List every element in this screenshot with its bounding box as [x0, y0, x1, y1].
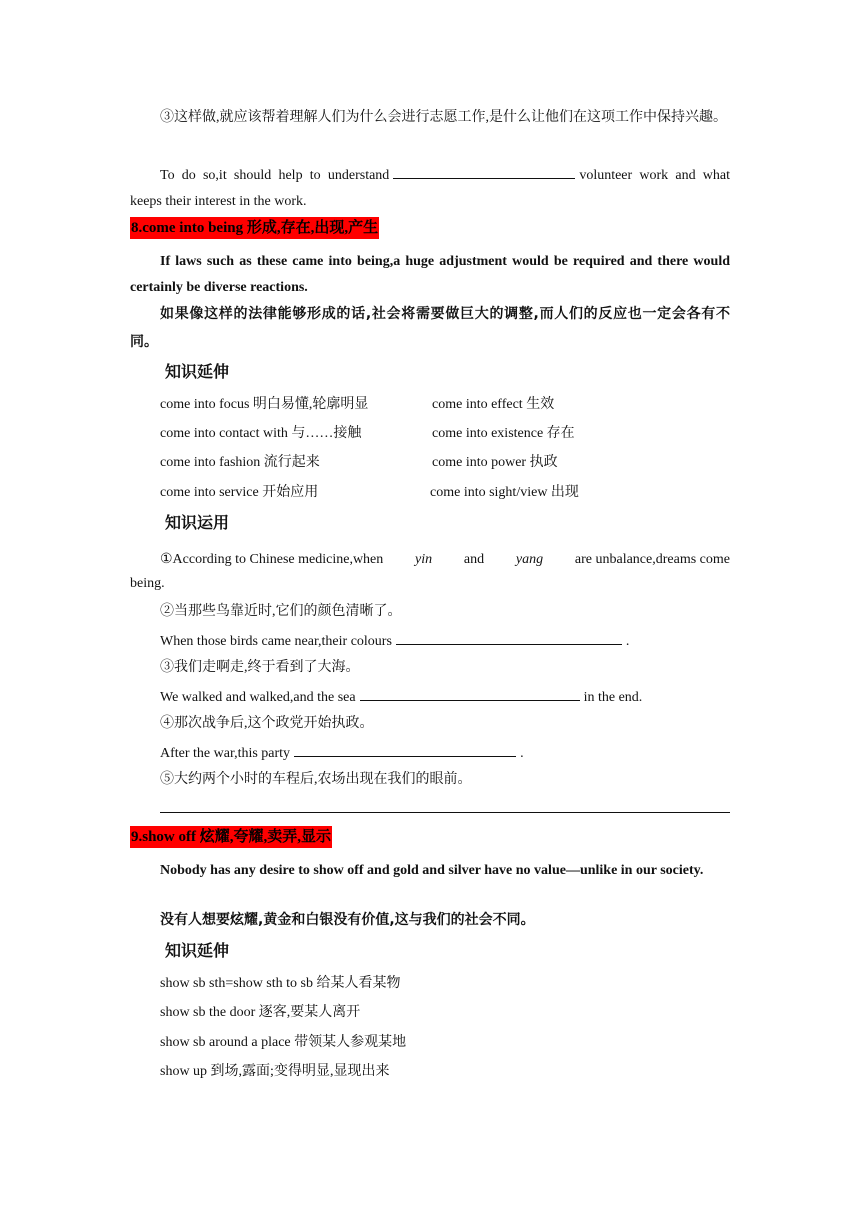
u3-chinese: ③我们走啊走,终于看到了大海。	[160, 660, 360, 675]
s8-ext-row	[160, 424, 730, 444]
u3-english-text: We walked and walked,and the sea	[160, 690, 356, 705]
u2-english	[160, 630, 730, 652]
s9-example-chinese: 没有人想要炫耀,黄金和白银没有价值,这与我们的社会不同。	[160, 912, 535, 928]
u4-english	[160, 742, 730, 764]
s8-ext-row	[160, 453, 730, 473]
ext-item: come into fashion 流行起来	[160, 455, 320, 470]
answer-blank[interactable]	[294, 742, 516, 757]
s8-ext-row	[160, 483, 730, 503]
ext-item: come into existence 存在	[432, 426, 575, 441]
s9-extension-title: 知识延伸	[165, 941, 230, 960]
answer-blank[interactable]	[393, 164, 575, 179]
s8-example-chinese: 如果像这样的法律能够形成的话,社会将需要做巨大的调整,而人们的反应也一定会各有不同。	[130, 306, 730, 350]
ext-item: come into focus 明白易懂,轮廓明显	[160, 397, 369, 412]
u2-english-text: When those birds came near,their colours	[160, 634, 392, 649]
s8-extension-title: 知识延伸	[165, 362, 230, 381]
section-9-heading: 9.show off 炫耀,夸耀,卖弄,显示	[130, 826, 332, 848]
u3-end: in the end.	[583, 690, 643, 705]
u4-chinese: ④那次战争后,这个政党开始执政。	[160, 716, 374, 731]
section-8-heading: 8.come into being 形成,存在,出现,产生	[130, 217, 379, 239]
ext-item: come into effect 生效	[432, 397, 555, 412]
answer-blank[interactable]	[360, 686, 580, 701]
q3-english-b: volunteer work and what keeps their interest in the work.	[130, 168, 731, 209]
s8-u1	[130, 546, 730, 574]
q3-english-a: To do so,it should help to understand	[160, 168, 390, 183]
u2-chinese: ②当那些鸟靠近时,它们的颜色清晰了。	[160, 604, 402, 619]
u1-yang: yang	[515, 552, 544, 567]
q3-english	[130, 163, 730, 215]
s9-example-english: Nobody has any desire to show off and gold and silver have no value—unlike in our society.	[160, 863, 704, 878]
u1-part-a: ①According to Chinese medicine,when	[160, 552, 384, 567]
ext-item: come into sight/view 出现	[430, 485, 579, 500]
answer-blank[interactable]	[396, 630, 622, 645]
u5-answer-line[interactable]	[160, 812, 730, 813]
u1-yin: yin	[415, 552, 433, 567]
u2-end: .	[625, 634, 630, 649]
s9-ext-item: show up 到场,露面;变得明显,显现出来	[160, 1064, 390, 1079]
q3-chinese-text: ③这样做,就应该帮着理解人们为什么会进行志愿工作,是什么让他们在这项工作中保持兴趣。	[160, 110, 727, 125]
u1-and: and	[463, 552, 485, 567]
ext-item: come into contact with 与……接触	[160, 426, 362, 441]
u4-english-text: After the war,this party	[160, 746, 291, 761]
s9-ext-item: show sb the door 逐客,要某人离开	[160, 1005, 361, 1020]
s8-use-title: 知识运用	[165, 513, 230, 532]
s9-ext-item: show sb sth=show sth to sb 给某人看某物	[160, 976, 401, 991]
s9-ext-item: show sb around a place 带领某人参观某地	[160, 1035, 407, 1050]
s8-ext-row	[160, 395, 730, 415]
u3-english	[160, 686, 730, 708]
u1-part-c: being.	[130, 576, 165, 591]
s8-example-english: If laws such as these came into being,a huge adjustment would be required and there would certainly be diverse reactions.	[130, 254, 730, 295]
u5-chinese: ⑤大约两个小时的车程后,农场出现在我们的眼前。	[160, 772, 472, 787]
u4-end: .	[520, 746, 524, 761]
ext-item: come into service 开始应用	[160, 485, 319, 500]
u1-part-b: are unbalance,dreams come	[574, 552, 730, 567]
ext-item: come into power 执政	[432, 455, 558, 470]
